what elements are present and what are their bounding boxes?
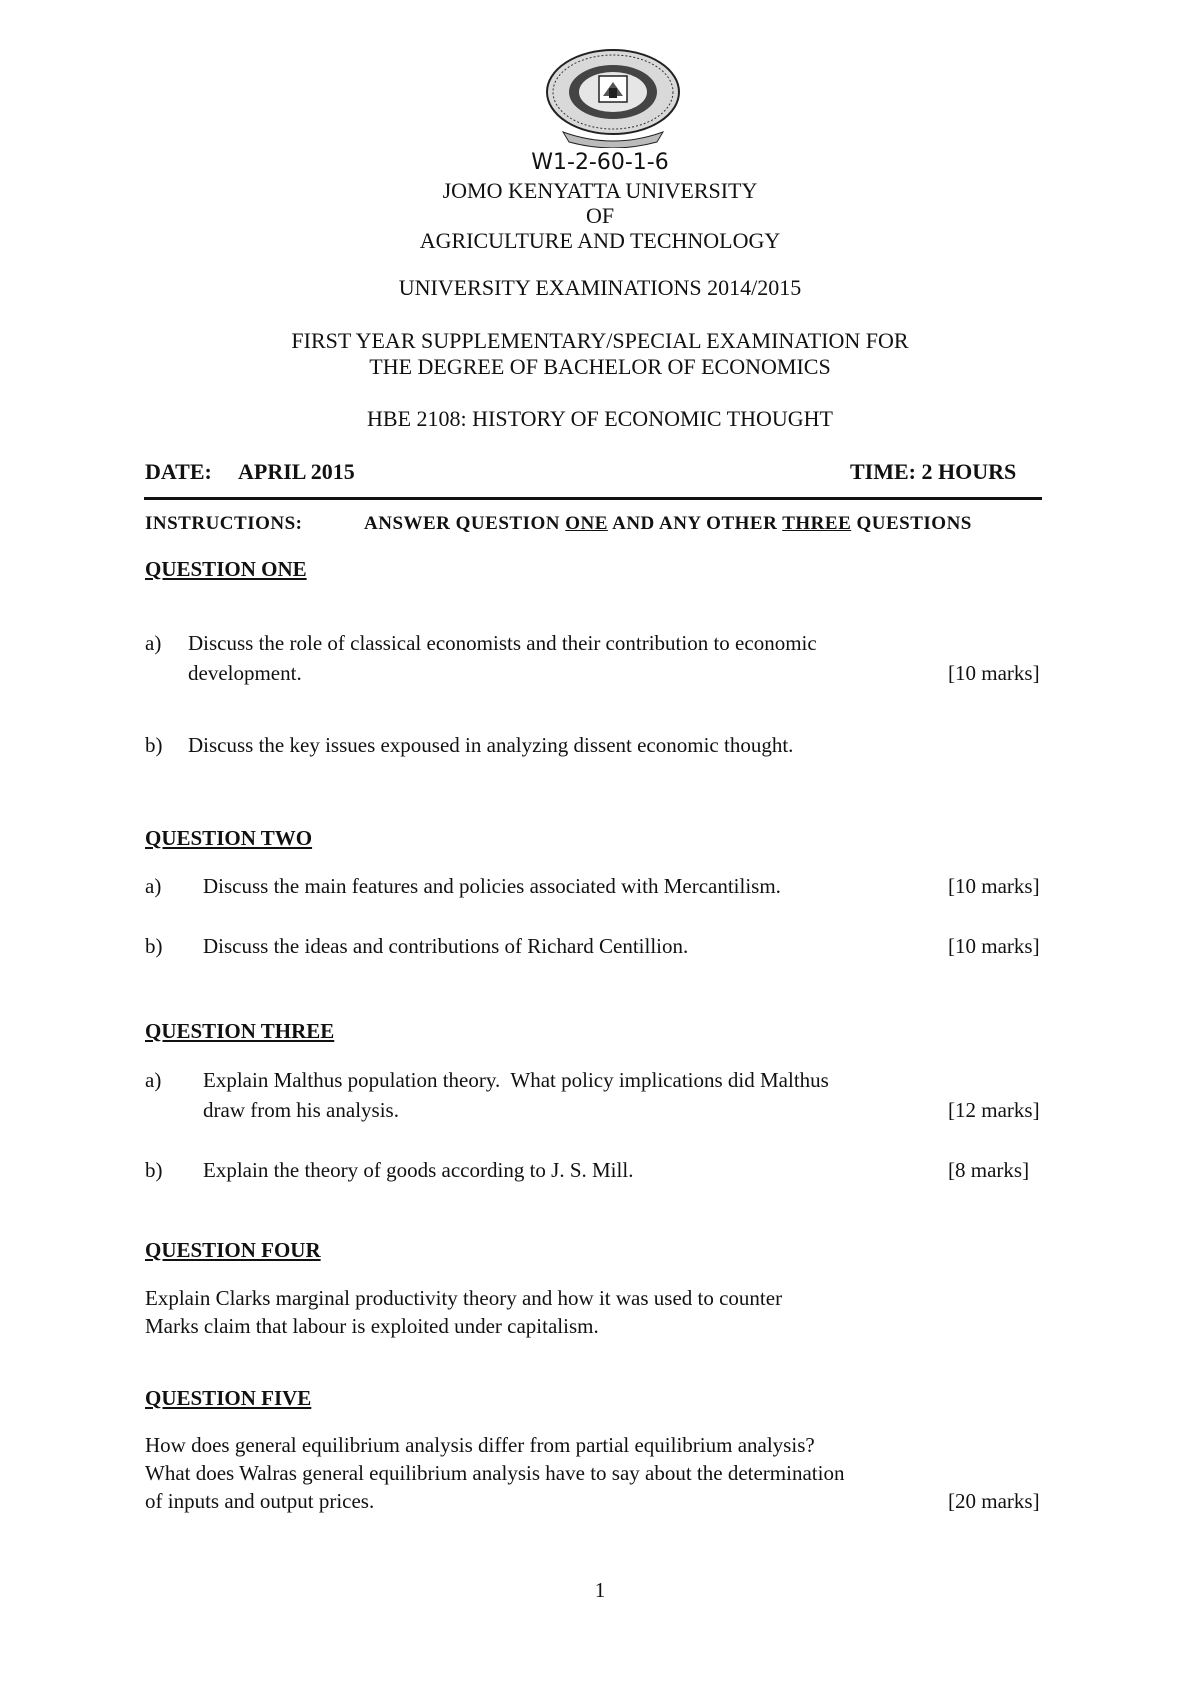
q2-a-marks: [10 marks] [948,874,1040,898]
q2-b-label: b) [145,934,163,958]
university-name-line3: AGRICULTURE AND TECHNOLOGY [419,228,781,253]
exam-type-line2: THE DEGREE OF BACHELOR OF ECONOMICS [369,354,831,379]
q5-line3: of inputs and output prices. [145,1489,375,1513]
q1-a-line1: Discuss the role of classical economists and their contribution to economic [188,631,817,655]
q3-a-line2: draw from his analysis. [203,1098,399,1122]
course-title: HBE 2108: HISTORY OF ECONOMIC THOUGHT [367,406,833,431]
exam-type-line1: FIRST YEAR SUPPLEMENTARY/SPECIAL EXAMINATION FOR [291,328,909,353]
exam-session: UNIVERSITY EXAMINATIONS 2014/2015 [398,275,802,300]
question-one-title: QUESTION ONE [145,557,307,581]
q2-b-marks: [10 marks] [948,934,1040,958]
header-divider [144,497,1042,500]
instructions-text: ANSWER QUESTION ONE AND ANY OTHER THREE QUESTIONS [364,513,972,534]
q5-marks: [20 marks] [948,1489,1040,1513]
q3-a-marks: [12 marks] [948,1098,1040,1122]
question-five-title: QUESTION FIVE [145,1386,312,1410]
q4-line1: Explain Clarks marginal productivity theory and how it was used to counter [145,1286,783,1310]
question-four-title: QUESTION FOUR [145,1238,321,1262]
q2-b-line1: Discuss the ideas and contributions of Richard Centillion. [203,934,689,958]
q3-a-line1: Explain Malthus population theory. What policy implications did Malthus [203,1068,829,1092]
instructions-label: INSTRUCTIONS: [145,513,303,534]
q2-a-line1: Discuss the main features and policies associated with Mercantilism. [203,874,781,898]
university-name-line1: JOMO KENYATTA UNIVERSITY [442,178,758,203]
q4-line2: Marks claim that labour is exploited under capitalism. [145,1314,599,1338]
q3-a-label: a) [145,1068,162,1092]
q5-line1: How does general equilibrium analysis differ from partial equilibrium analysis? [145,1433,815,1457]
q1-b-line1: Discuss the key issues expoused in analyzing dissent economic thought. [188,733,794,757]
q3-b-label: b) [145,1158,163,1182]
question-two-title: QUESTION TWO [145,826,313,850]
q5-line2: What does Walras general equilibrium analysis have to say about the determination [145,1461,845,1485]
q1-a-marks: [10 marks] [948,661,1040,685]
q2-a-label: a) [145,874,162,898]
exam-code: W1-2-60-1-6 [531,150,669,175]
q3-b-marks: [8 marks] [948,1158,1030,1182]
q3-b-line1: Explain the theory of goods according to J. S. Mill. [203,1158,634,1182]
university-seal-logo [539,48,687,148]
university-name-line2: OF [585,203,615,228]
exam-time: TIME: 2 HOURS [850,459,1017,484]
page-number: 1 [594,1578,606,1602]
date-label: DATE: [145,459,212,484]
q1-a-line2: development. [188,661,302,685]
question-three-title: QUESTION THREE [145,1019,335,1043]
date-value: APRIL 2015 [238,459,355,484]
q1-a-label: a) [145,631,162,655]
q1-b-label: b) [145,733,163,757]
